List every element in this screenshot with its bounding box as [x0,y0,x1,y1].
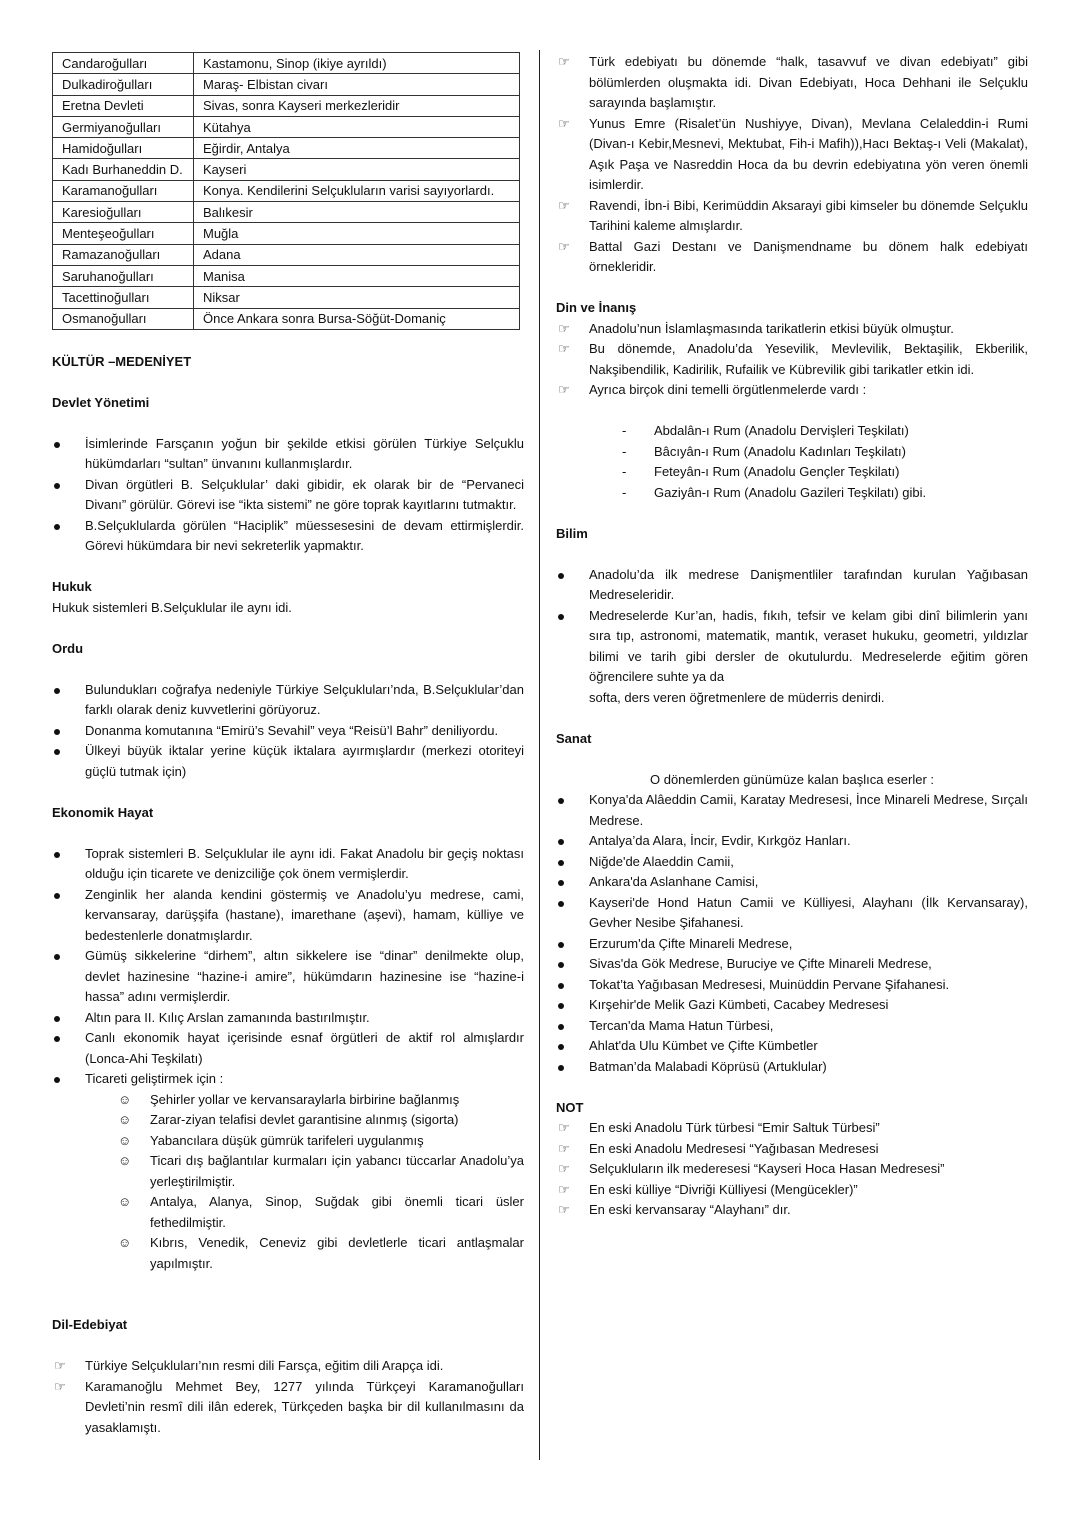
pointing-hand-icon: ☞ [54,1358,66,1374]
devlet-list [52,434,524,557]
left-column [52,52,524,1438]
list-item [622,421,1028,442]
list-item-text: Canlı ekonomik hayat içerisinde esnaf örgütleri de aktif rol almışlardır (Lonca-Ahi Teşkilatı) [85,1030,524,1066]
list-item [118,1233,524,1274]
pointing-hand-icon: ☞ [558,238,570,254]
right-column [556,52,1028,1221]
beylik-name-cell: Osmanoğulları [53,308,194,329]
beylik-row [53,244,520,265]
smiley-icon: ☺ [118,1132,132,1148]
list-item-text: Ticareti geliştirmek için : [85,1071,224,1087]
pointing-hand-icon: ☞ [558,197,570,213]
list-item-text: Ankara'da Aslanhane Camisi, [589,874,759,889]
bullet-icon [558,860,564,866]
beylik-name-cell: Menteşeoğulları [53,223,194,244]
bullet-icon [558,1065,564,1071]
list-item-text: Altın para II. Kılıç Arslan zamanında bastırılmıştır. [85,1009,370,1025]
dash-icon: - [622,484,627,500]
list-item-text: Feteyân-ı Rum (Anadolu Gençler Teşkilatı) [654,464,900,479]
beylik-place-cell: Konya. Kendilerini Selçukluların varisi sayıyorlardı. [194,180,520,201]
beylik-row [53,74,520,95]
beylik-place-cell: Kastamonu, Sinop (ikiye ayrıldı) [194,53,520,74]
list-item [52,885,524,947]
list-item-text: Tercan'da Mama Hatun Türbesi, [589,1017,774,1033]
list-item [52,516,524,557]
beylik-name-cell: Tacettinoğulları [53,287,194,308]
list-item-text: En eski Anadolu Türk türbesi “Emir Saltuk Türbesi” [589,1120,880,1135]
bullet-icon [54,954,60,960]
list-item-text: Donanma komutanına “Emirü’s Sevahil” veya “Reisü’l Bahr” deniliyordu. [85,722,499,738]
list-item-text: En eski Anadolu Medresesi “Yağıbasan Medresesi [589,1140,879,1156]
bullet-icon [558,901,564,907]
list-item [556,1200,1028,1221]
pointing-hand-icon: ☞ [558,1202,570,1217]
sanat-intro: O dönemlerden günümüze kalan başlıca eserler : [650,771,934,787]
beylik-row [53,116,520,137]
pointing-hand-icon: ☞ [558,1120,570,1135]
heading-sanat: Sanat [556,730,592,746]
heading-dil-edebiyat: Dil-Edebiyat [52,1317,128,1333]
bullet-icon [54,893,60,899]
list-item-text: Türk edebiyatı bu dönemde “halk, tasavvuf ve divan edebiyatı” gibi bölümlerden oluşmakta idi. Divan Edebiyatı, Hoca Dehhani ile Selçuklu sarayında başlamıştır. [589,54,1028,110]
list-item [556,1016,1028,1037]
beylik-table [52,52,520,330]
beylik-place-cell: Adana [194,244,520,265]
beylik-row [53,265,520,286]
list-item-text: Antalya, Alanya, Sinop, Suğdak gibi önemli ticari üsler fethedilmiştir. [150,1194,524,1230]
list-item-text: En eski kervansaray “Alayhanı” dır. [589,1202,791,1217]
beylik-place-cell: Balıkesir [194,202,520,223]
sanat-list [556,790,1028,1077]
list-item [556,852,1028,873]
list-item [52,1356,524,1377]
list-item-text: Ravendi, İbn-i Bibi, Kerimüddin Aksarayi gibi kimseler bu dönemde Selçuklu Tarihini kaleme almışlardır. [589,197,1028,233]
list-item [556,934,1028,955]
bullet-icon [558,573,564,579]
list-item [52,475,524,516]
smiley-icon: ☺ [118,1235,132,1251]
list-item [556,1057,1028,1078]
heading-devlet-yonetimi: Devlet Yönetimi [52,394,150,410]
list-item-text: Yunus Emre (Risalet’ün Nushiyye, Divan), Mevlana Celaleddin-i Rumi (Divan-ı Kebir,Mesnevi, Mektubat, Fih-i Mafih)),Hacı Bektaş-ı Veli (Makalat), Aşık Paşa ve Nasreddin Hoca da bu devrin edebiyatına yön veren önemli isimlerdir. [589,115,1028,192]
beylik-row [53,202,520,223]
list-item-text: Battal Gazi Destanı ve Danişmendname bu dönem halk edebiyatı örnekleridir. [589,238,1028,274]
pointing-hand-icon: ☞ [558,1140,570,1156]
pointing-hand-icon: ☞ [558,1161,570,1176]
ordu-list [52,680,524,783]
smiley-icon: ☺ [118,1194,132,1210]
pointing-hand-icon: ☞ [558,382,570,397]
list-item-text: Zenginlik her alanda kendini göstermiş ve Anadolu’yu medrese, cami, kervansaray, darüşşifa (hastane), imarethane (aşevi), hamam, külliye ve bedestenlerle donatmışlardır. [85,886,524,943]
bullet-icon [54,729,60,735]
list-item-text: Kırşehir'de Melik Gazi Kümbeti, Cacabey Medresesi [589,997,889,1012]
list-item [52,434,524,475]
list-item-text: Selçukluların ilk mederesesi “Kayseri Hoca Hasan Medresesi” [589,1161,945,1176]
list-item-text: Medreselerde Kur’an, hadis, fıkıh, tefsir ve kelam gibi dinî bilimlerin yanı sıra tıp, astronomi, matematik, mantık, veraset hukuku, geometri, yıldızlar bilimi ve tarih gibi dersler de okutulurdu. Medreselerde eğitim gören öğrencilere suhte ya da [589,607,1028,684]
bullet-icon [558,1003,564,1009]
ekonomi-list [52,844,524,1090]
list-item [118,1151,524,1192]
pointing-hand-icon: ☞ [54,1378,66,1394]
list-item [118,1131,524,1152]
pointing-hand-icon: ☞ [558,115,570,131]
bullet-icon [558,880,564,886]
beylik-row [53,95,520,116]
ticaret-sub-list [52,1090,524,1275]
bullet-icon [54,524,60,530]
list-item [556,319,1028,340]
dash-icon: - [622,443,627,459]
pointing-hand-icon: ☞ [558,320,570,336]
list-item-text: Zarar-ziyan telafisi devlet garantisine alınmış (sigorta) [150,1112,459,1128]
beylik-row [53,138,520,159]
bullet-icon [54,688,60,694]
list-item-text: Türkiye Selçukluları’nın resmi dili Farsça, eğitim dili Arapça idi. [85,1358,444,1374]
list-item-text: Toprak sistemleri B. Selçuklular ile aynı idi. Fakat Anadolu bir geçiş noktası olduğu için ticarete ve denizciliğe çok önem vermişlerdir. [85,845,524,882]
beylik-name-cell: Kadı Burhaneddin D. [53,159,194,180]
list-item-text: En eski külliye “Divriği Külliyesi (Mengücekler)” [589,1181,858,1197]
beylik-place-cell: Kayseri [194,159,520,180]
list-item-text: Sivas'da Gök Medrese, Buruciye ve Çifte Minareli Medrese, [589,956,932,971]
list-item-text: Kayseri'de Hond Hatun Camii ve Külliyesi, Alayhanı (İlk Kervansaray), Gevher Nesibe Şifahanesi. [589,894,1028,930]
bilim-continuation: softa, ders veren öğretmenlere de müderris denirdi. [589,689,885,705]
beylik-place-cell: Niksar [194,287,520,308]
beylik-name-cell: Karesioğulları [53,202,194,223]
list-item [556,1139,1028,1160]
bullet-icon [558,962,564,968]
beylik-name-cell: Germiyanoğulları [53,116,194,137]
beylik-place-cell: Sivas, sonra Kayseri merkezleridir [194,95,520,116]
list-item [622,462,1028,483]
list-item-text: Abdalân-ı Rum (Anadolu Dervişleri Teşkilatı) [654,423,909,438]
list-item [52,741,524,782]
list-item-text: Bu dönemde, Anadolu’da Yesevilik, Mevlevilik, Bektaşilik, Ekberilik, Nakşibendilik, Kadirilik, Rufailik ve Kübrevilik gibi tarikatler etkin idi. [589,341,1028,377]
heading-bilim: Bilim [556,525,588,541]
beylik-place-cell: Muğla [194,223,520,244]
din-list [556,319,1028,401]
teskilat-list [556,421,1028,503]
list-item-text: Batman’da Malabadi Köprüsü (Artuklular) [589,1058,827,1074]
bullet-icon [558,614,564,620]
bullet-icon [54,852,60,858]
list-item-text: B.Selçuklularda görülen “Haciplik” müessesesini de devam ettirmişlerdir. Görevi hükümdara bir nevi sekreterlik yapmaktır. [85,517,524,554]
column-divider [539,50,540,1460]
list-item [556,565,1028,606]
beylik-place-cell: Önce Ankara sonra Bursa-Söğüt-Domaniç [194,308,520,329]
list-item [52,680,524,721]
beylik-row [53,223,520,244]
list-item-text: Tokat’ta Yağıbasan Medresesi, Muinüddin Pervane Şifahanesi. [589,976,950,992]
list-item [556,1118,1028,1139]
list-item-text: Bulundukları coğrafya nedeniyle Türkiye Selçukluları’nda, B.Selçuklular’dan farklı olarak deniz kuvvetlerini görüyoruz. [85,681,524,718]
bullet-icon [558,983,564,989]
beylik-name-cell: Candaroğulları [53,53,194,74]
list-item-text: Şehirler yollar ve kervansaraylarla birbirine bağlanmış [150,1091,460,1107]
list-item-text: Anadolu’da ilk medrese Danişmentliler tarafından kurulan Yağıbasan Medreseleridir. [589,566,1028,602]
bullet-icon [54,1036,60,1042]
list-item [622,483,1028,504]
list-item [556,872,1028,893]
dash-icon: - [622,464,627,479]
pointing-hand-icon: ☞ [558,341,570,356]
list-item [556,380,1028,401]
beylik-name-cell: Karamanoğulları [53,180,194,201]
list-item [622,442,1028,463]
list-item [556,975,1028,996]
list-item-text: Gümüş sikkelerine “dirhem”, altın sikkelere ise “dinar” denilmekte olup, devlet hazinesine “hazine-i amire”, hükümdarın hazinesine ise “hazine-i hassa” adını vermişlerdir. [85,948,524,1005]
edebiyat-list [556,52,1028,278]
bilim-list [556,565,1028,688]
beylik-name-cell: Hamidoğulları [53,138,194,159]
list-item [556,237,1028,278]
beylik-row [53,308,520,329]
bullet-icon [54,1016,60,1022]
list-item-text: Ahlat'da Ulu Kümbet ve Çifte Kümbetler [589,1038,818,1053]
list-item [556,1159,1028,1180]
beylik-row [53,159,520,180]
list-item [556,790,1028,831]
beylik-name-cell: Ramazanoğulları [53,244,194,265]
bullet-icon [558,798,564,804]
list-item-text: Ticari dış bağlantılar kurmaları için yabancı tüccarlar Anadolu’ya yerleştirilmiştir. [150,1153,524,1189]
list-item-text: Niğde'de Alaeddin Camii, [589,853,734,869]
list-item-text: Gaziyân-ı Rum (Anadolu Gazileri Teşkilatı) gibi. [654,484,927,500]
list-item-text: Ayrıca birçok dini temelli örgütlenmelerde vardı : [589,382,867,397]
beylik-place-cell: Eğirdir, Antalya [194,138,520,159]
beylik-row [53,180,520,201]
list-item [556,339,1028,380]
list-item-text: Bâcıyân-ı Rum (Anadolu Kadınları Teşkilatı) [654,443,906,459]
section-title-kultur: KÜLTÜR –MEDENİYET [52,353,192,369]
list-item [118,1192,524,1233]
list-item-text: Karamanoğlu Mehmet Bey, 1277 yılında Türkçeyi Karamanoğulları Devleti’nin resmî dili ilân ederek, Türkçeden başka bir dil kullanılmasını da yasaklamıştı. [85,1378,524,1435]
list-item [118,1090,524,1111]
beylik-place-cell: Maraş- Elbistan civarı [194,74,520,95]
heading-hukuk: Hukuk [52,579,92,595]
list-item [556,52,1028,114]
list-item-text: Yabancılara düşük gümrük tarifeleri uygulanmış [150,1132,424,1148]
heading-not: NOT [556,1099,584,1115]
bullet-icon [558,942,564,948]
pointing-hand-icon: ☞ [558,54,570,69]
heading-ekonomik-hayat: Ekonomik Hayat [52,804,154,820]
bullet-icon [54,1077,60,1083]
list-item [52,1008,524,1029]
smiley-icon: ☺ [118,1153,132,1169]
smiley-icon: ☺ [118,1112,132,1128]
beylik-place-cell: Kütahya [194,116,520,137]
dil-list [52,1356,524,1438]
bullet-icon [54,483,60,489]
list-item [52,1069,524,1090]
bullet-icon [54,749,60,755]
hukuk-text: Hukuk sistemleri B.Selçuklular ile aynı idi. [52,599,292,615]
bullet-icon [54,442,60,448]
bullet-icon [558,839,564,845]
list-item [556,1036,1028,1057]
list-item [556,114,1028,196]
list-item-text: Antalya’da Alara, İncir, Evdir, Kırkgöz Hanları. [589,833,851,848]
list-item-text: Ülkeyi büyük iktalar yerine küçük iktalara ayırmışlardır (merkezi otoriteyi güçlü tutmak için) [85,743,524,779]
list-item [52,844,524,885]
beylik-name-cell: Dulkadiroğulları [53,74,194,95]
list-item [52,721,524,742]
beylik-row [53,53,520,74]
heading-ordu: Ordu [52,640,84,656]
smiley-icon: ☺ [118,1091,132,1107]
list-item [52,946,524,1008]
beylik-name-cell: Saruhanoğulları [53,265,194,286]
list-item [556,954,1028,975]
bullet-icon [558,1024,564,1030]
beylik-name-cell: Eretna Devleti [53,95,194,116]
list-item [52,1028,524,1069]
list-item-text: İsimlerinde Farsçanın yoğun bir şekilde etkisi görülen Türkiye Selçuklu hükümdarları “sultan” ünvanını kullanmışlardır. [85,435,524,472]
beylik-place-cell: Manisa [194,265,520,286]
dash-icon: - [622,423,627,438]
list-item-text: Anadolu’nun İslamlaşmasında tarikatlerin etkisi büyük olmuştur. [589,320,954,336]
list-item [556,196,1028,237]
beylik-row [53,287,520,308]
list-item [118,1110,524,1131]
list-item [556,606,1028,688]
list-item [556,893,1028,934]
list-item [556,831,1028,852]
not-list [556,1118,1028,1221]
bullet-icon [558,1044,564,1050]
list-item [556,1180,1028,1201]
list-item-text: Konya'da Alâeddin Camii, Karatay Medresesi, İnce Minareli Medrese, Sırçalı Medrese. [589,792,1028,828]
list-item-text: Erzurum'da Çifte Minareli Medrese, [589,935,793,951]
list-item [52,1377,524,1439]
list-item-text: Kıbrıs, Venedik, Ceneviz gibi devletlerle ticari antlaşmalar yapılmıştır. [150,1235,524,1271]
heading-din-inanis: Din ve İnanış [556,300,637,315]
pointing-hand-icon: ☞ [558,1181,570,1197]
list-item [556,995,1028,1016]
list-item-text: Divan örgütleri B. Selçuklular’ daki gibidir, ek olarak bir de “Pervaneci Divanı” görülür. Görevi ise “ikta sistemi” ne göre toprak kayıtlarını tutmaktır. [85,476,524,513]
